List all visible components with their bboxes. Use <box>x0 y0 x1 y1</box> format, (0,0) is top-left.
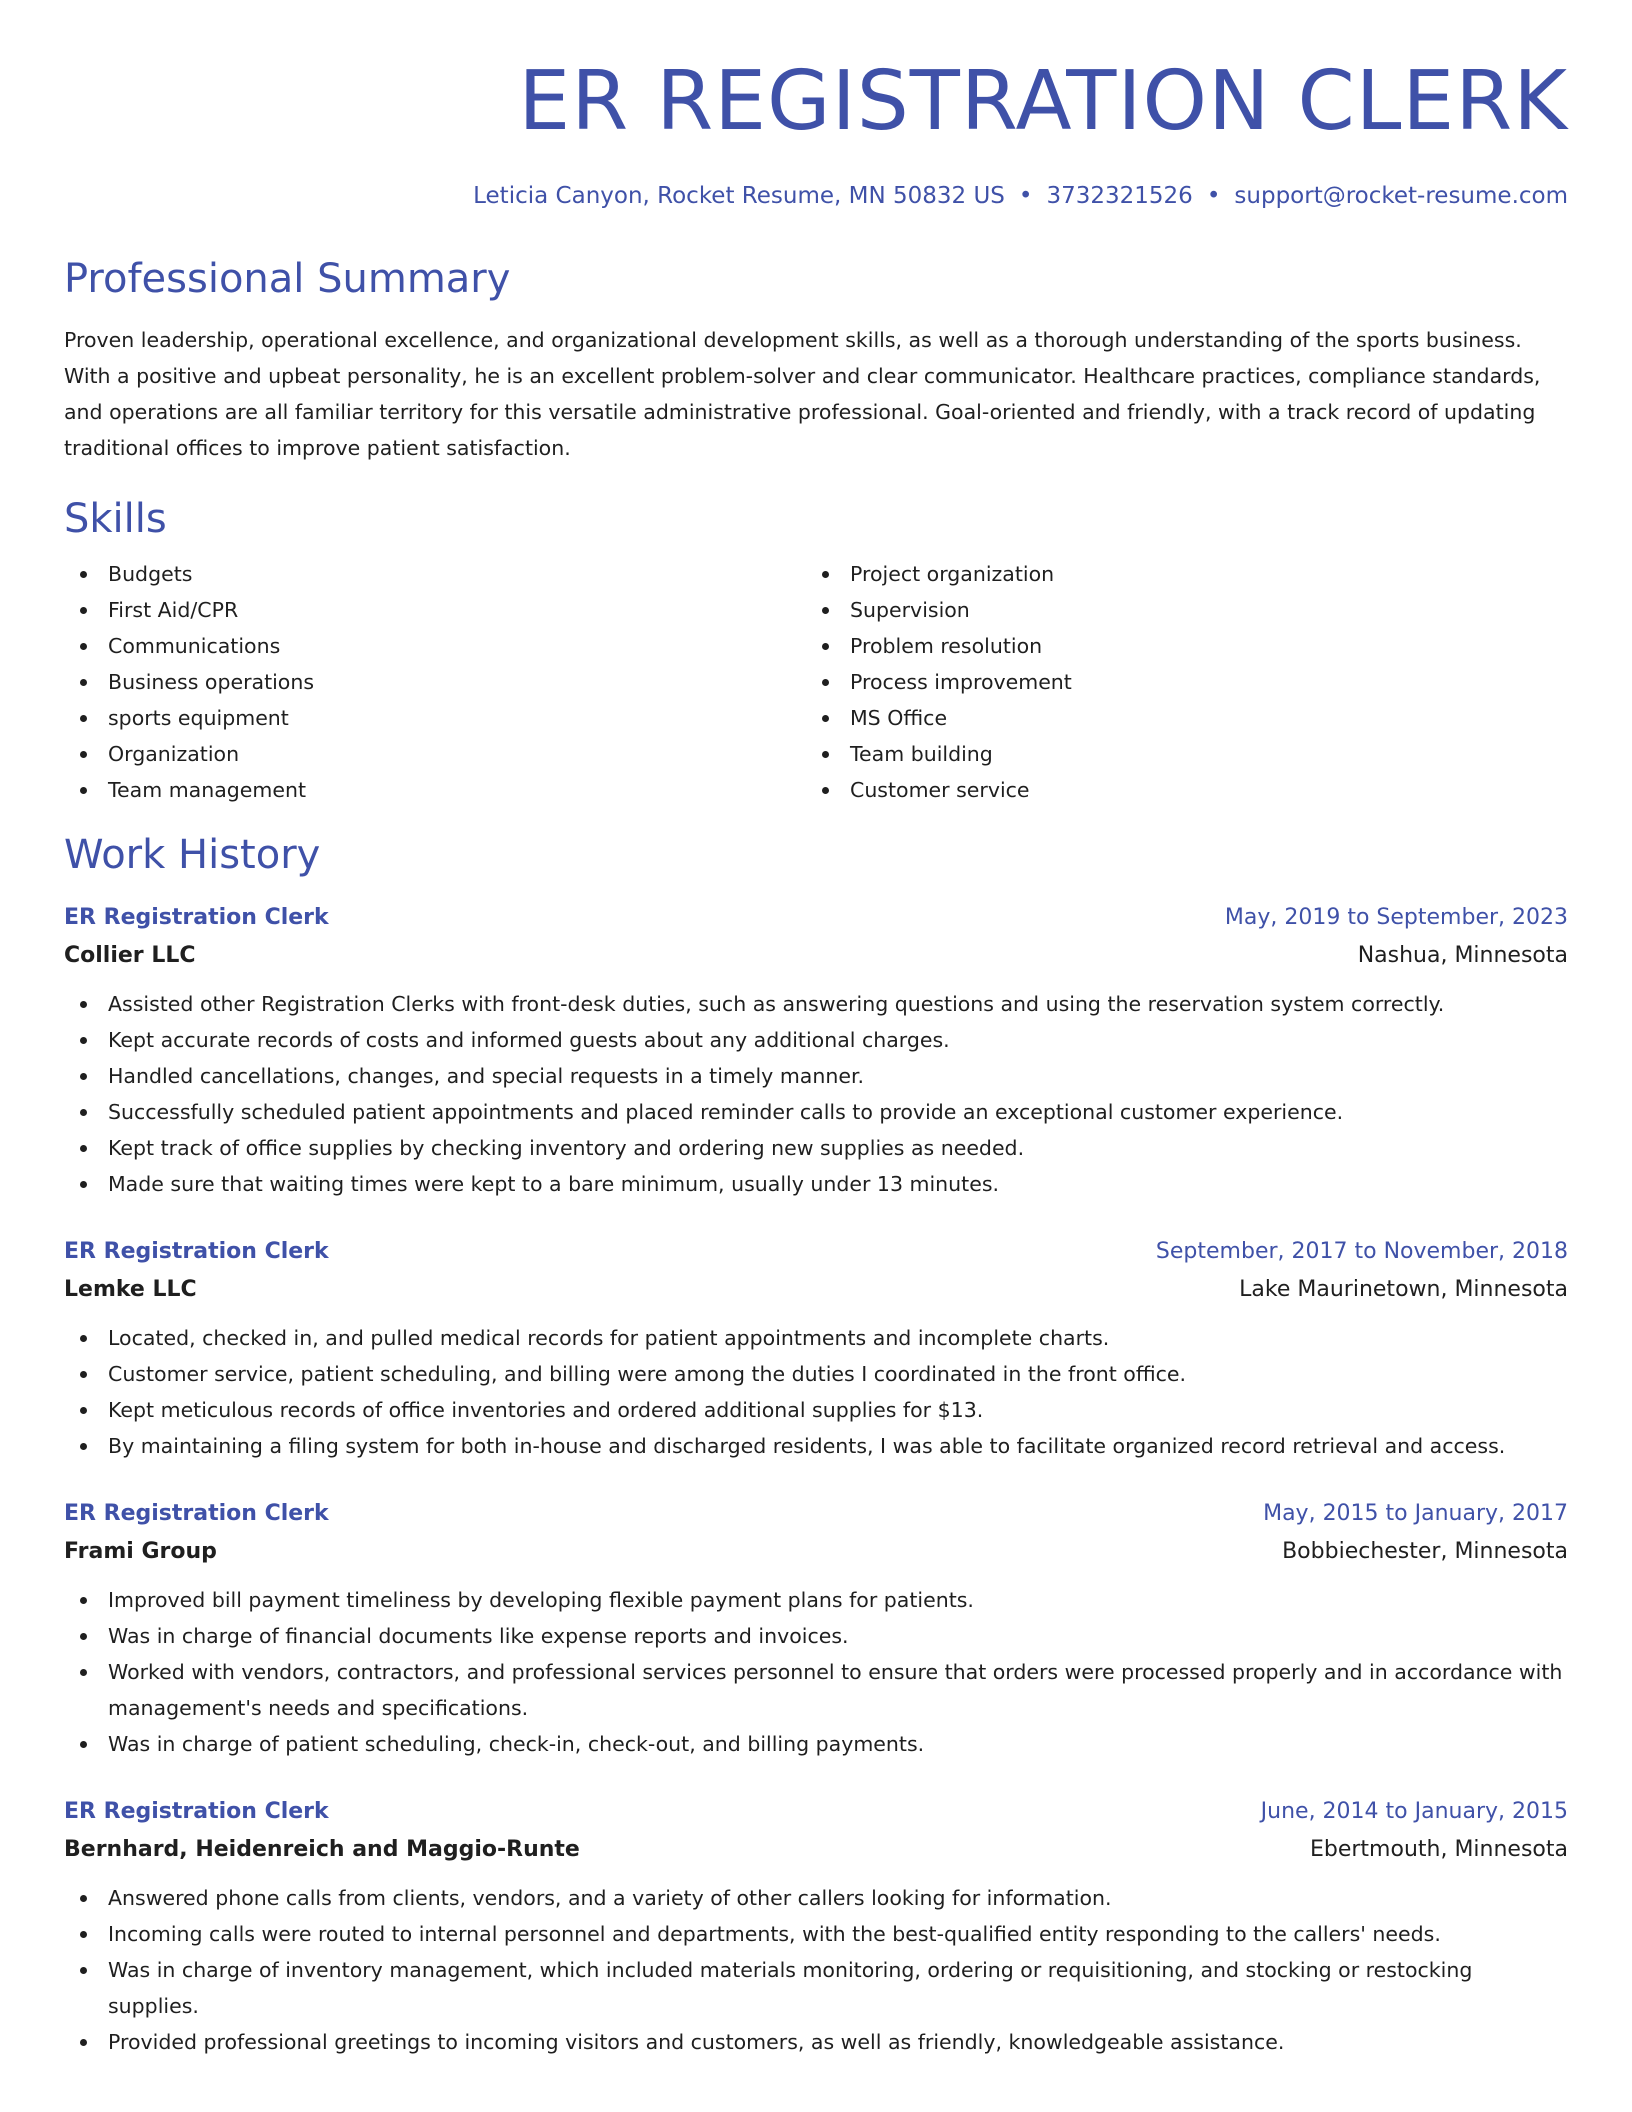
skill-item: Team building <box>806 736 1548 772</box>
job-duty-item: Located, checked in, and pulled medical records for patient appointments and incomplete charts. <box>64 1320 1568 1356</box>
contact-phone: 3732321526 <box>1046 183 1193 209</box>
skill-item: MS Office <box>806 700 1548 736</box>
job-duty-item: Customer service, patient scheduling, and billing were among the duties I coordinated in the front office. <box>64 1356 1568 1392</box>
skill-item: Budgets <box>64 556 806 592</box>
skill-item: Business operations <box>64 664 806 700</box>
job-duty-item: Provided professional greetings to incoming visitors and customers, as well as friendly, knowledgeable assistance. <box>64 2024 1568 2060</box>
job-duties-list <box>64 986 1568 1202</box>
skills-list-right <box>806 556 1548 808</box>
skills-list-left <box>64 556 806 808</box>
skills-columns <box>64 556 1568 808</box>
job-title: ER Registration Clerk <box>64 1799 329 1824</box>
job-duty-item: Improved bill payment timeliness by developing flexible payment plans for patients. <box>64 1582 1568 1618</box>
job-header-row <box>64 1234 1568 1270</box>
job-duties-list <box>64 1320 1568 1464</box>
job-title: ER Registration Clerk <box>64 1501 329 1526</box>
job-location: Lake Maurinetown, Minnesota <box>1239 1277 1568 1302</box>
skills-heading: Skills <box>64 496 167 542</box>
skill-item: sports equipment <box>64 700 806 736</box>
resume-page <box>64 0 1568 2060</box>
job-duty-item: Kept accurate records of costs and informed guests about any additional charges. <box>64 1022 1568 1058</box>
job-entry <box>64 1234 1568 1464</box>
job-dates: June, 2014 to January, 2015 <box>1260 1799 1568 1824</box>
job-company-row <box>64 936 1568 976</box>
contact-separator: • <box>1206 183 1221 209</box>
contact-email: support@rocket-resume.com <box>1234 183 1568 209</box>
resume-title: ER REGISTRATION CLERK <box>518 54 1568 149</box>
job-entry <box>64 900 1568 1202</box>
skill-item: Problem resolution <box>806 628 1548 664</box>
skill-item: Supervision <box>806 592 1548 628</box>
job-location: Bobbiechester, Minnesota <box>1282 1539 1568 1564</box>
job-duties-list <box>64 1880 1568 2060</box>
job-duty-item: Was in charge of patient scheduling, check-in, check-out, and billing payments. <box>64 1726 1568 1762</box>
job-duty-item: Worked with vendors, contractors, and professional services personnel to ensure that orders were processed properly and in accordance with management's needs and specifications. <box>64 1654 1568 1726</box>
job-company-row <box>64 1830 1568 1870</box>
skill-item: First Aid/CPR <box>64 592 806 628</box>
job-entry <box>64 1794 1568 2060</box>
job-duty-item: Kept track of office supplies by checking inventory and ordering new supplies as needed. <box>64 1130 1568 1166</box>
job-duties-list <box>64 1582 1568 1762</box>
job-duty-item: Kept meticulous records of office inventories and ordered additional supplies for $13. <box>64 1392 1568 1428</box>
job-duty-item: Made sure that waiting times were kept to a bare minimum, usually under 13 minutes. <box>64 1166 1568 1202</box>
job-duty-item: Answered phone calls from clients, vendors, and a variety of other callers looking for information. <box>64 1880 1568 1916</box>
job-dates: May, 2015 to January, 2017 <box>1263 1501 1568 1526</box>
job-title: ER Registration Clerk <box>64 905 329 930</box>
skill-item: Communications <box>64 628 806 664</box>
job-entry <box>64 1496 1568 1762</box>
skill-item: Process improvement <box>806 664 1548 700</box>
job-company: Frami Group <box>64 1539 217 1564</box>
job-duty-item: Was in charge of inventory management, which included materials monitoring, ordering or requisitioning, and stocking or restocking supplies. <box>64 1952 1568 2024</box>
skill-item: Team management <box>64 772 806 808</box>
contact-line <box>64 180 1568 212</box>
contact-address: Leticia Canyon, Rocket Resume, MN 50832 US <box>473 183 1005 209</box>
job-company: Collier LLC <box>64 943 196 968</box>
skill-item: Customer service <box>806 772 1548 808</box>
job-duty-item: Was in charge of financial documents like expense reports and invoices. <box>64 1618 1568 1654</box>
job-header-row <box>64 1496 1568 1532</box>
job-company: Bernhard, Heidenreich and Maggio-Runte <box>64 1837 580 1862</box>
job-company-row <box>64 1532 1568 1572</box>
skill-item: Project organization <box>806 556 1548 592</box>
job-duty-item: Assisted other Registration Clerks with front-desk duties, such as answering questions and using the reservation system correctly. <box>64 986 1568 1022</box>
work-history-heading: Work History <box>64 832 321 878</box>
work-history-list <box>64 900 1568 2060</box>
contact-separator: • <box>1018 183 1033 209</box>
job-location: Ebertmouth, Minnesota <box>1309 1837 1568 1862</box>
job-duty-item: Incoming calls were routed to internal personnel and departments, with the best-qualified entity responding to the callers' needs. <box>64 1916 1568 1952</box>
job-header-row <box>64 1794 1568 1830</box>
skill-item: Organization <box>64 736 806 772</box>
summary-text: Proven leadership, operational excellence, and organizational development skills, as well as a thorough understanding of the sports business. With a positive and upbeat personality, he is an excellent problem-solver and clear communicator. Healthcare practices, compliance standards, and operations are all familiar territory for this versatile administrative professional. Goal-oriented and friendly, with a track record of updating traditional offices to improve patient satisfaction. <box>64 328 1541 460</box>
job-company-row <box>64 1270 1568 1310</box>
summary-heading: Professional Summary <box>64 256 511 302</box>
job-header-row <box>64 900 1568 936</box>
job-dates: May, 2019 to September, 2023 <box>1224 905 1568 930</box>
job-dates: September, 2017 to November, 2018 <box>1155 1239 1568 1264</box>
job-title: ER Registration Clerk <box>64 1239 329 1264</box>
job-duty-item: By maintaining a filing system for both in-house and discharged residents, I was able to facilitate organized record retrieval and access. <box>64 1428 1568 1464</box>
job-duty-item: Successfully scheduled patient appointments and placed reminder calls to provide an exceptional customer experience. <box>64 1094 1568 1130</box>
job-location: Nashua, Minnesota <box>1357 943 1568 968</box>
job-duty-item: Handled cancellations, changes, and special requests in a timely manner. <box>64 1058 1568 1094</box>
job-company: Lemke LLC <box>64 1277 197 1302</box>
